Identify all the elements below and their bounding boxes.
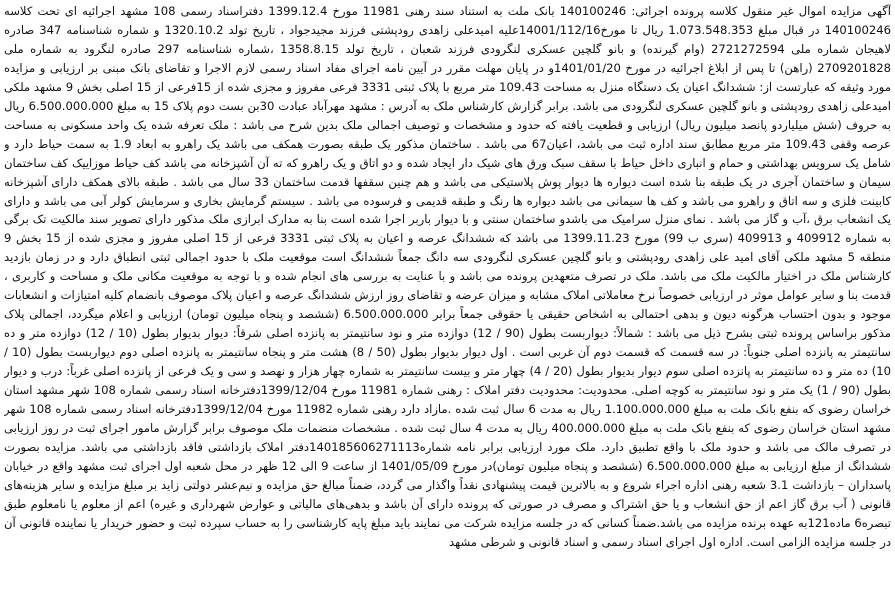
auction-notice-text: آگهی مزایده اموال غیر منقول کلاسه پرونده اجرائی: 140100246 بانک ملت به استناد سند رهنی 11981 مورخ 1399.12.4 دفتراسناد رسمی 108 مشهد اجرائیه ای تحت کلاسه 140100246 در قبال مبلغ 1.073.548.353 ریال تا مورخ14001/112/16علیه امیدعلی زاهدی رودپشتی فرزند مجیدجواد ، تاریخ تولد 1320.10.2 و شماره شناسنامه 347 صادره لاهیجان شماره ملی 2721272594 (وام گیرنده) و بانو گلچین عسکری لنگرودی فرزند شعبان ، تاریخ تولد 1358.8.15 ،شماره شناسنامه 297 صادره لنگرود به شماره ملی 2709201828 (راهن) تا پس از ابلاغ اجرائیه در مورخ 1401/01/20و در پایان مهلت مقرر در آیین نامه اجرای مفاد اسناد رسمی لازم الاجرا و تقاضای بانک مبنی بر ارزیابی و مزایده مورد وثیقه که عبارتست از: ششدانگ اعیان یک دستگاه منزل به مساحت 109.43 متر مربع با پلاک ثبتی 3331 فرعی مفروز و مجزی شده از 15فرعی از 15 اصلی بخش 9 مشهد ملکی امیدعلی زاهدی رودپشتی و بانو گلچین عسکری لنگرودی می باشد. برابر گزارش کارشناس ملک به آدرس : مشهد مهرآباد عبادت 30بن بست دوم پلاک 15 به مبلغ 6.500.000.000 ریال به حروف (شش میلیاردو پانصد میلیون ریال) ارزیابی و قطعیت یافته که حدود و مشخصات و توصیف اجمالی ملک بدین شرح می باشد : ملک تعرفه شده یک واحد مسکونی به مساحت عرصه وقفی 109.43 متر مربع مطابق سند اداره ثبت می باشد، اعیان67 می باشد . ساختمان مذکور یک طبقه بصورت همکف می باشد یک راهرو به ابعاد 1.9 به سمت حیاط دارد و شامل یک سرویس بهداشتی و حمام و انباری داخل حیاط با سقف سبک ورق های شیک دار ایجاد شده و دو اتاق و یک راهرو که ته آن آشپزخانه می باشد کف حیاط موزاییک کف ساختمان سیمان و ساختمان آجری در یک طبقه بنا شده است دیواره ها دیوار پوش پلاستیکی می باشد و هم چنین سقفها قدمت ساختمان 33 سال می باشد . طبقه بالای همکف دارای آشپزخانه کابینت فلزی و سه اتاق و راهرو می باشد و کف ها سیمانی می باشد دیواره ها رنگ و طبقه قدیمی و فرسوده می باشد . سیستم گرمایش بخاری و سرمایش کولر آبی می باشد و دارای یک انشعاب برق ،آب و گاز می باشد . نمای منزل سرامیک می باشدو ساختمان سنتی و با دیوار باربر اجرا شده است بنا به مدارک ابرازی ملک مذکور دارای تصویر سند مالکیت تک برگی به شماره 409912 و 409913 (سری ب 99) مورخ 1399.11.23 می باشد که ششدانگ عرصه و اعیان به پلاک ثبتی 3331 فرعی از 15 اصلی مفروز و مجزی شده از 15 بخش 9 منطقه 5 مشهد ملکی آقای امید علی زاهدی رودپشتی و بانو گلچین عسکری لنگرودی سه دانگ جمعاً ششدانگ است موقعیت ملک با حدود اجمالی ثبتی انطباق دارد و در زمان بازدید کارشناس ملک در اختیار مالکیت ملک می باشد. ملک در تصرف متعهدین پرونده می باشد و با عنایت به بررسی های انجام شده و با توجه به موقعیت مکانی ملک و مساحت و کاربری ، قدمت بنا و سایر عوامل موثر در ارزیابی خصوصاً نرخ معاملاتی املاک مشابه و میزان عرضه و تقاضای روز ارزش ششدانگ عرصه و اعیان پلاک موصوف بانضمام کلیه امتیازات و انشعابات موجود و بدون احتساب هرگونه دیون و بدهی احتمالی به اشخاص حقیقی یا حقوقی جمعاً برابر 6.500.000.000 (ششصد و پنجاه میلیون تومان) ارزیابی و اعلام میگردد، اجمالی پلاک مذکور براساس پرونده ثبتی بشرح ذیل می باشد : شمالاً: دیواربست بطول (90 / 12) دوازده متر و نود سانتیمتر به پانزده اصلی شرقاً: دیوار بدیوار بطول (10 / 12) دوازده متر و ده سانتیمتر به پانزده اصلی جنوباً: در سه قسمت که قسمت دوم آن غربی است . اول دیوار بدیوار بطول (50 / 8) هشت متر و پنجاه سانتیمتر به پانزده اصلی دوم دیواربست بطول (10 / 10) ده متر و ده سانتیمتر به پانزده اصلی سوم دیوار بدیوار بطول (20 / 4) چهار متر و بیست سانتیمتر به شماره چهار هزار و نهصد و سی و یک فرعی از پانزده اصلی غرباً: درب و دیوار بطول (90 / 1) یک متر و نود سانتیمتر به کوچه اصلی. محدودیت: محدودیت دفتر املاک : رهنی شماره 11981 مورخ 1399/12/04دفترخانه اسناد رسمی شماره 108 شهر مشهد استان خراسان رضوی که بنفع بانک ملت به مبلغ 1.100.000.000 ریال به مدت 6 سال ثبت شده .مازاد دارد رهنی شماره 11982 مورخ 1399/12/04دفترخانه اسناد رسمی شماره 108 شهر مشهد استان خراسان رضوی که بنفع بانک ملت به مبلغ 400.000.000 ریال به مدت 4 سال ثبت شده . مشخصات منضمات ملک موصوف برابر گزارش مامور اجرای ثبت در روز ارزیابی در تصرف مالک می باشد و حدود ملک با واقع تطبیق دارد. ملک مورد ارزیابی برابر نامه شماره140185606271113دفتر املاک بازداشتی فاقد بازداشتی می باشد. مزایده بصورت ششدانگ از مبلغ ارزیابی به مبلغ 6.500.000.000 (ششصد و پنجاه میلیون تومان)در مورخ 1401/05/09 از ساعت 9 الی 12 ظهر در محل شعبه اول اجرای ثبت مشهد واقع در خیابان پاسداران – بازداشت 3.1 شعبه رهنی اداره اجراء شروع و به بالاترین قیمت پیشنهادی نقداً واگذار می گردد، ضمناً مبالغ حق مزایده و نیم‌عشر دولتی زاید بر مبلغ مزایده و سایر هزینه‌های قانونی ( آب برق گاز اعم از حق انشعاب و یا حق اشتراک و مصرف در صورتی که پرونده دارای آن باشد و بدهی‌های مالیاتی و عوارض شهرداری و غیره) اعم از معلوم یا نامعلوم طبق تبصره6 ماده121به عهده برنده مزایده می باشد.ضمناً کسانی که در جلسه مزایده شرکت می نمایند باید مبلغ پایه کارشناسی را به حساب سپرده ثبت و حضور خریدار یا نماینده قانونی آن در جلسه مزایده الزامی است. اداره اول اجرای اسناد رسمی و اسناد قانونی و شرطی مشهد bbox=[4, 4, 891, 549]
auction-notice bbox=[4, 2, 891, 609]
